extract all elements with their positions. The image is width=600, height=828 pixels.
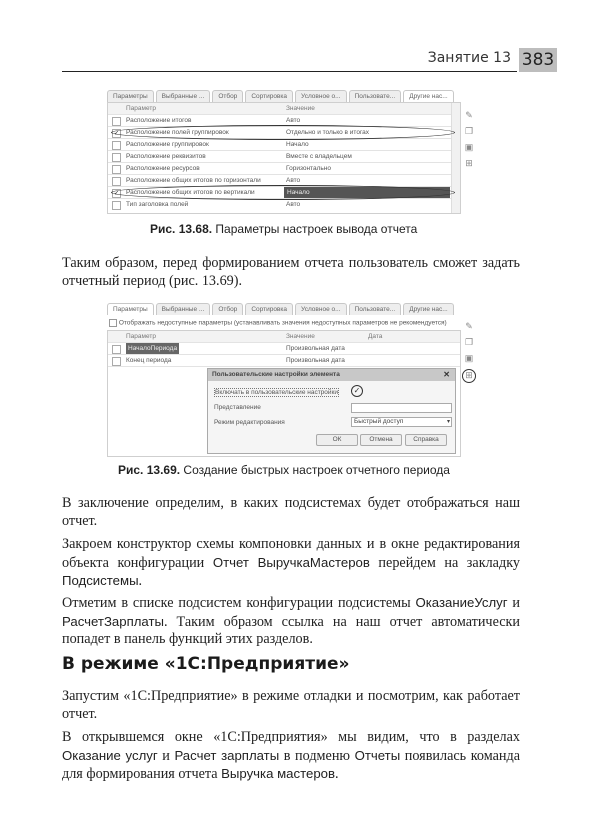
show-unavailable-option[interactable]	[109, 319, 447, 327]
row-value[interactable]: Произвольная дата	[286, 357, 345, 364]
row-checkbox[interactable]	[112, 357, 121, 366]
section-name: Оказание услуг	[62, 747, 158, 763]
table-row[interactable]	[108, 139, 460, 151]
text: Отметим в списке подсистем конфигурации подсистемы	[62, 595, 416, 611]
grid-header	[108, 103, 460, 115]
highlight-oval	[111, 185, 455, 200]
page-header	[62, 48, 557, 72]
ok-button[interactable]: ОК	[316, 434, 358, 446]
table-row[interactable]	[108, 199, 460, 210]
row-param-selected[interactable]: НачалоПериода	[128, 345, 178, 352]
settings-tabs	[107, 303, 456, 315]
chevron-down-icon[interactable]: ▾	[446, 419, 450, 425]
row-value[interactable]: Авто	[286, 117, 301, 124]
presentation-input[interactable]	[351, 403, 452, 413]
paragraph	[62, 729, 520, 784]
copy-icon[interactable]: ▣	[464, 142, 474, 152]
text: В открывшемся окне «1С:Предприятия» мы видим, что в разделах	[62, 729, 520, 745]
include-in-user-settings-label[interactable]: Включать в пользовательские настройки	[215, 389, 339, 396]
report-name: Выручка мастеров	[221, 766, 336, 781]
col-parameter: Параметр	[126, 105, 156, 112]
subsystem-name: РасчетЗарплаты	[62, 613, 164, 629]
object-name: Отчет ВыручкаМастеров	[212, 554, 370, 570]
presentation-label: Представление	[214, 404, 261, 411]
row-param: Расположение общих итогов по вертикали	[126, 189, 255, 196]
row-param: Расположение реквизитов	[126, 153, 206, 160]
user-settings-icon[interactable]: ⊞	[465, 158, 473, 168]
grid-scrollbar[interactable]	[451, 103, 460, 213]
row-value[interactable]: Произвольная дата	[286, 345, 345, 352]
tab-other[interactable]: Другие нас...	[403, 303, 454, 315]
row-value[interactable]: Горизонтально	[286, 165, 331, 172]
row-checkbox[interactable]	[112, 201, 121, 210]
tab-other[interactable]: Другие нас...	[403, 90, 454, 102]
copy-icon[interactable]: ▣	[464, 353, 474, 363]
grid-header	[108, 331, 460, 343]
table-row[interactable]	[108, 151, 460, 163]
row-checkbox[interactable]	[112, 117, 121, 126]
col-value: Значение	[286, 105, 315, 112]
row-checkbox-checked[interactable]: ✓	[113, 130, 120, 137]
dialog-title: Пользовательские настройки элемента	[212, 371, 340, 378]
row-param: Расположение ресурсов	[126, 165, 200, 172]
row-checkbox[interactable]	[112, 153, 121, 162]
grid-toolbar	[464, 321, 478, 383]
section-name: Расчет зарплаты	[174, 747, 280, 763]
row-value[interactable]: Начало	[286, 141, 309, 148]
text: в подменю	[279, 747, 355, 764]
close-icon[interactable]: ✕	[443, 370, 450, 379]
row-checkbox[interactable]	[112, 141, 121, 150]
show-unavailable-label: Отображать недоступные параметры (устанавливать значения недоступных параметров не рекомендуется)	[118, 319, 447, 327]
col-value: Значение	[286, 333, 315, 340]
tab-conditional[interactable]: Условное о...	[295, 303, 347, 315]
text: перейдем на закладку	[369, 554, 520, 571]
tab-filter[interactable]: Отбор	[212, 90, 243, 102]
text: появилась команда для формирования отчета	[62, 747, 520, 782]
pencil-icon[interactable]: ✎	[465, 321, 473, 331]
figure-13-68	[107, 90, 497, 215]
figure-caption	[150, 222, 417, 236]
help-button[interactable]: Справка	[405, 434, 447, 446]
paragraph	[62, 536, 520, 591]
highlight-oval	[111, 125, 455, 140]
subsystem-name: ОказаниеУслуг	[415, 595, 508, 610]
tab-parameters[interactable]: Параметры	[107, 90, 154, 102]
settings-tabs	[107, 90, 456, 102]
tab-user[interactable]: Пользовате...	[349, 303, 402, 315]
row-param: Расположение итогов	[126, 117, 192, 124]
edit-mode-label: Режим редактирования	[214, 419, 285, 426]
tab-user[interactable]: Пользовате...	[349, 90, 402, 102]
header-rule	[62, 71, 517, 72]
caption-number: Рис. 13.69.	[118, 463, 181, 477]
col-date: Дата	[368, 333, 383, 340]
tab-conditional[interactable]: Условное о...	[295, 90, 347, 102]
page-number: 383	[519, 48, 557, 72]
row-checkbox[interactable]	[112, 177, 121, 186]
text: .	[335, 766, 339, 782]
dialog-titlebar	[208, 369, 455, 381]
row-param: Расположение общих итогов по горизонтали	[126, 177, 261, 184]
caption-text: Параметры настроек вывода отчета	[212, 222, 418, 236]
col-parameter: Параметр	[126, 333, 156, 340]
text: и	[507, 595, 520, 611]
row-value[interactable]: Авто	[286, 201, 301, 208]
row-value[interactable]: Начало	[284, 187, 450, 198]
tab-selected[interactable]: Выбранные ...	[156, 303, 211, 315]
copy-stack-icon[interactable]: ❐	[464, 337, 474, 347]
show-unavailable-checkbox[interactable]	[109, 319, 117, 327]
table-row[interactable]	[108, 355, 460, 367]
row-checkbox[interactable]	[112, 345, 121, 354]
paragraph: В заключение определим, в каких подсистемах будет отображаться наш отчет.	[62, 495, 520, 529]
row-checkbox-checked[interactable]: ✓	[113, 190, 120, 197]
chapter-title: Занятие 13	[427, 50, 511, 66]
grid-toolbar	[464, 110, 478, 168]
caption-number: Рис. 13.68.	[150, 222, 213, 236]
tab-name: Подсистемы	[62, 573, 139, 588]
tab-parameters[interactable]: Параметры	[107, 303, 154, 315]
row-param: Расположение группировок	[126, 141, 209, 148]
tab-sort[interactable]: Сортировка	[245, 303, 293, 315]
user-settings-icon[interactable]: ⊞	[462, 369, 476, 383]
table-row[interactable]	[108, 343, 460, 355]
submenu-name: Отчеты	[354, 747, 401, 763]
caption-text: Создание быстрых настроек отчетного периода	[180, 463, 450, 477]
copy-stack-icon[interactable]: ❐	[464, 126, 474, 136]
cancel-button[interactable]: Отмена	[360, 434, 402, 446]
section-heading: В режиме «1С:Предприятие»	[62, 654, 350, 674]
edit-mode-value: Быстрый доступ	[354, 418, 404, 425]
figure-caption	[118, 463, 450, 477]
tab-sort[interactable]: Сортировка	[245, 90, 293, 102]
row-value[interactable]: Вместе с владельцем	[286, 153, 352, 160]
paragraph	[62, 594, 520, 649]
paragraph: Таким образом, перед формированием отчета пользователь сможет задать отчетный период (рис. 13.69).	[62, 255, 520, 289]
row-param: Конец периода	[126, 357, 172, 364]
paragraph: Запустим «1С:Предприятие» в режиме отладки и посмотрим, как работает отчет.	[62, 688, 520, 722]
text: .	[138, 573, 143, 589]
row-value[interactable]: Отдельно и только в итогах	[286, 129, 370, 136]
text: и	[157, 747, 175, 764]
tab-selected[interactable]: Выбранные ...	[156, 90, 211, 102]
row-param: Тип заголовка полей	[126, 201, 189, 208]
user-settings-dialog	[207, 368, 456, 454]
row-checkbox[interactable]	[112, 165, 121, 174]
text: Закроем конструктор схемы компоновки данных и в окне редактирования объекта конфигурации	[62, 536, 520, 571]
tab-filter[interactable]: Отбор	[212, 303, 243, 315]
row-value[interactable]: Авто	[286, 177, 301, 184]
row-param: Расположение полей группировок	[126, 129, 229, 136]
text: . Таким образом ссылка на наш отчет автоматически попадет в панель функций этих разделов.	[62, 613, 520, 647]
table-row[interactable]	[108, 163, 460, 175]
include-in-user-settings-checkbox[interactable]: ✓	[351, 385, 363, 397]
edit-mode-select[interactable]	[351, 417, 452, 427]
pencil-icon[interactable]: ✎	[465, 110, 473, 120]
